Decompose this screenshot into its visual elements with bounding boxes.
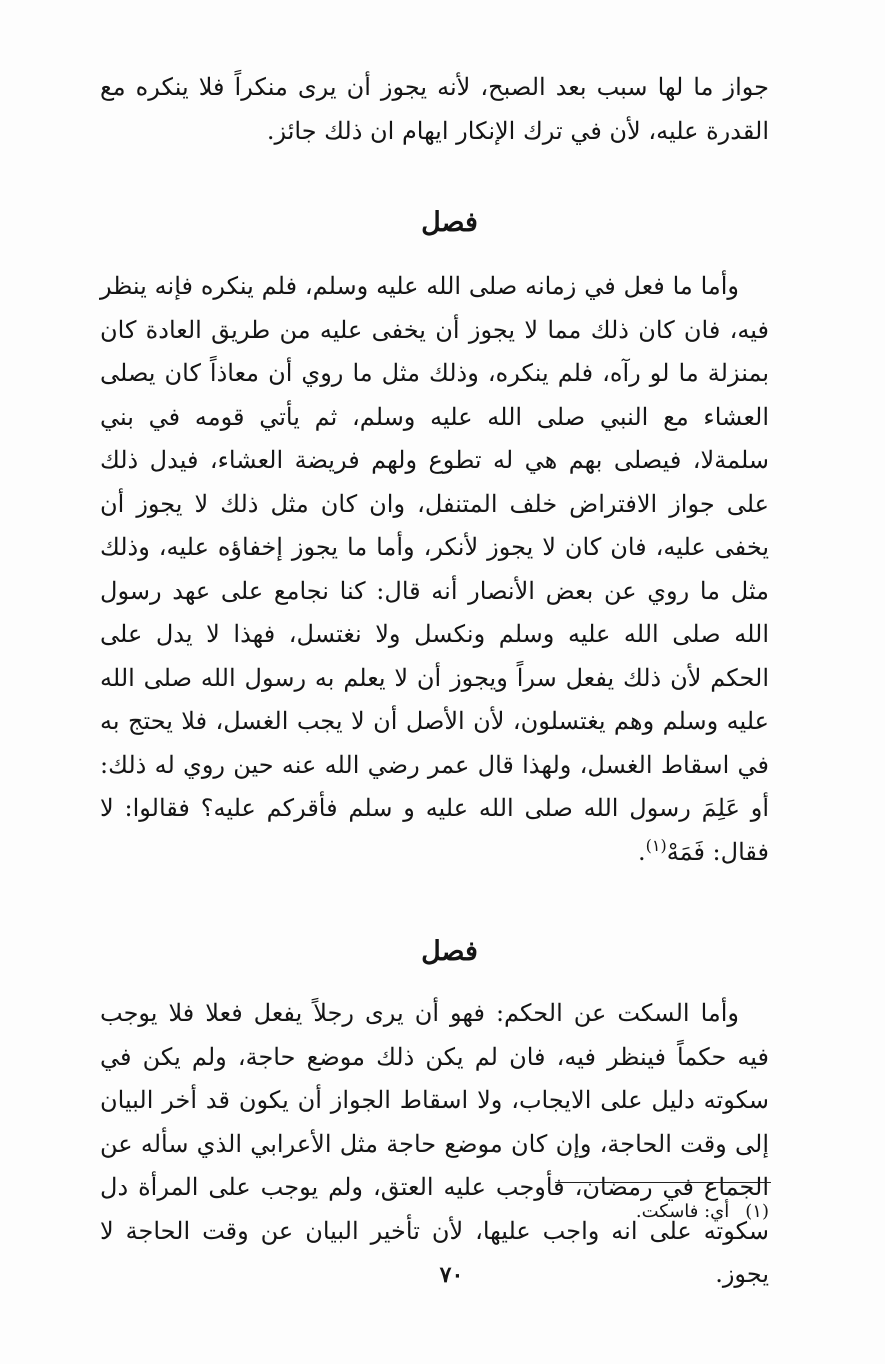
footnote-text: أي: فاسكت. xyxy=(635,1201,730,1222)
footnote-reference-mark: (١) xyxy=(645,835,667,855)
paragraph-section-2: وأما السكت عن الحكم: فهو أن يرى رجلاً يفعل فعلا فلا يوجب فيه حكماً فينظر فيه، فان لم يكن ذلك موضع حاجة، ولم يكن في سكوته دليل على الايجاب، ولا اسقاط الجواز أن يكون قد أخر البيان إلى وقت الحاجة، وإن كان موضع حاجة مثل الأعرابي الذي سأله عن الجماع في رمضان، فأوجب عليه العتق، ولم يوجب على المرأة دل سكوته على انه واجب عليها، لأن تأخير البيان عن وقت الحاجة لا يجوز. xyxy=(100,999,769,1288)
page-number: ٧٠ xyxy=(439,1262,464,1288)
footnote-number: (١) xyxy=(745,1201,769,1222)
paragraph-continuation: جواز ما لها سبب بعد الصبح، لأنه يجوز أن يرى منكراً فلا ينكره مع القدرة عليه، لأن في ترك الإنكار ايهام ان ذلك جائز. xyxy=(100,73,769,145)
paragraph-section-1-text: وأما ما فعل في زمانه صلى الله عليه وسلم، فلم ينكره فإنه ينظر فيه، فان كان ذلك مما لا يجوز أن يخفى عليه من طريق العادة كان بمنزلة ما لو رآه، فلم ينكره، وذلك مثل ما روي أن معاذاً كان يصلى العشاء مع النبي صلى الله عليه وسلم، ثم يأتي قومه في بني سلمةلا، فيصلى بهم هي له تطوع ولهم فريضة العشاء، فيدل ذلك على جواز الافتراض خلف المتنفل، وان كان مثل ذلك لا يجوز أن يخفى عليه، فان كان لا يجوز لأنكر، وأما ما يجوز إخفاؤه عليه، وذلك مثل ما روي عن بعض الأنصار أنه قال: كنا نجامع على عهد رسول الله صلى الله عليه وسلم ونكسل ولا نغتسل، فهذا لا يدل على الحكم لأن ذلك يفعل سراً ويجوز أن لا يعلم به رسول الله صلى الله عليه وسلم وهم يغتسلون، لأن الأصل أن لا يجب الغسل، فلا يحتج به في اسقاط الغسل، ولهذا قال عمر رضي الله عنه حين روي له ذلك: أو عَلِمَ رسول الله صلى الله عليه و سلم فأقركم عليه؟ فقالوا: لا فقال: فَمَهْ xyxy=(100,272,769,866)
footnote xyxy=(636,1198,769,1226)
footnote-divider xyxy=(555,1182,771,1183)
section-heading-fasl-1: فصل xyxy=(421,207,478,238)
section-heading-fasl-2: فصل xyxy=(421,936,478,967)
paragraph-section-1 xyxy=(100,265,769,874)
paragraph-section-1-end: . xyxy=(637,837,646,866)
